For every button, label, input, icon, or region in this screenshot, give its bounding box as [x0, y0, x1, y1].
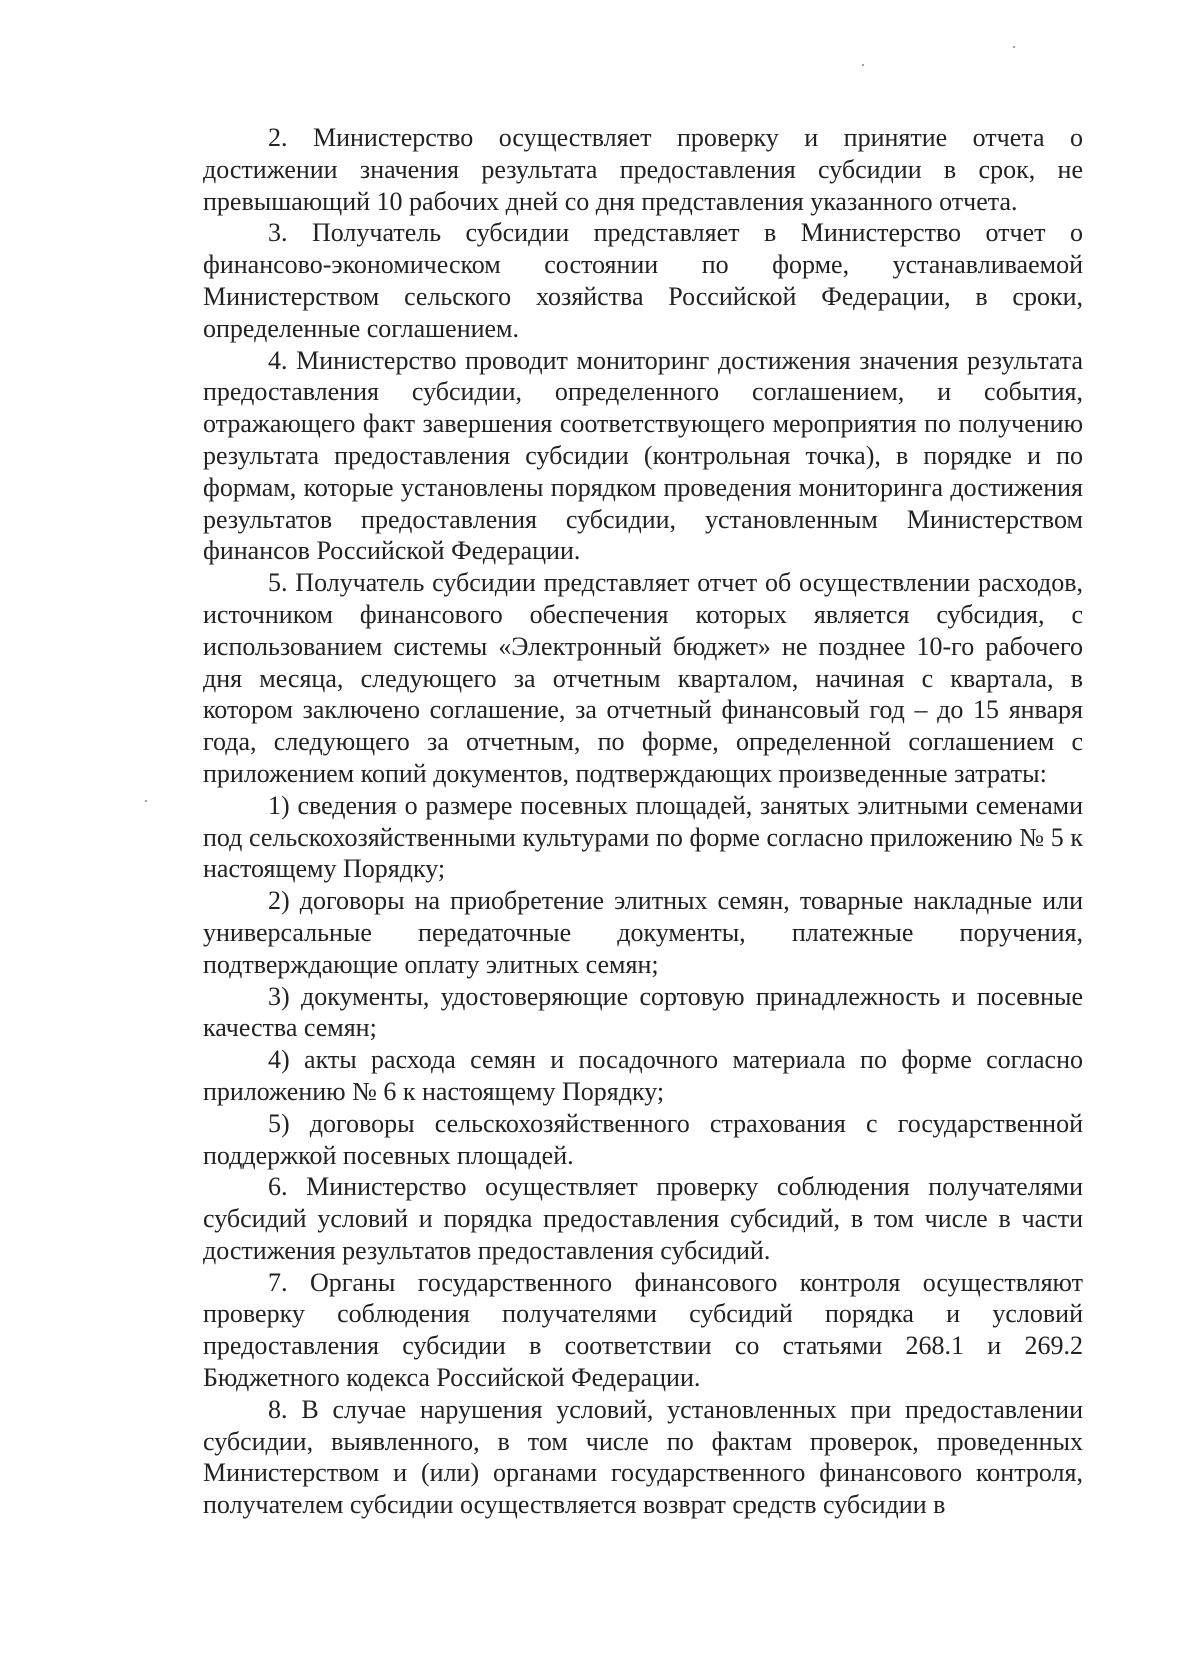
document-body	[203, 122, 1083, 1521]
paragraph-8: 8. В случае нарушения условий, установленных при предоставлении субсидии, выявленного, в том числе по фактам проверок, проведенных Министерством и (или) органами государственного финансового контроля, получателем субсидии осуществляется возврат средств субсидии в	[203, 1394, 1083, 1520]
list-item-3: 3) документы, удостоверяющие сортовую принадлежность и посевные качества семян;	[203, 981, 1083, 1043]
scan-speck	[145, 800, 147, 802]
paragraph-4: 4. Министерство проводит мониторинг достижения значения результата предоставления субсидии, определенного соглашением, и события, отражающего факт завершения соответствующего мероприятия по получению результата предоставления субсидии (контрольная точка), в порядке и по формам, которые установлены порядком проведения мониторинга достижения результатов предоставления субсидии, установленным Министерством финансов Российской Федерации.	[203, 345, 1083, 566]
list-item-4: 4) акты расхода семян и посадочного материала по форме согласно приложению № 6 к настоящему Порядку;	[203, 1045, 1083, 1106]
paragraph-6: 6. Министерство осуществляет проверку соблюдения получателями субсидий условий и порядка предоставления субсидий, в том числе в части достижения результатов предоставления субсидий.	[203, 1172, 1083, 1265]
paragraph-5: 5. Получатель субсидии представляет отчет об осуществлении расходов, источником финансового обеспечения которых является субсидия, с использованием системы «Электронный бюджет» не позднее 10-го рабочего дня месяца, следующего за отчетным кварталом, начиная с квартала, в котором заключено соглашение, за отчетный финансовый год – до 15 января года, следующего за отчетным, по форме, определенной соглашением с приложением копий документов, подтверждающих произведенные затраты:	[203, 568, 1083, 788]
list-item-2: 2) договоры на приобретение элитных семян, товарные накладные или универсальные передаточные документы, платежные поручения, подтверждающие оплату элитных семян;	[203, 886, 1083, 979]
scan-speck	[862, 64, 864, 66]
paragraph-2: 2. Министерство осуществляет проверку и принятие отчета о достижении значения результата предоставления субсидии в срок, не превышающий 10 рабочих дней со дня представления указанного отчета.	[203, 123, 1083, 216]
list-item-1: 1) сведения о размере посевных площадей, занятых элитными семенами под сельскохозяйственными культурами по форме согласно приложению № 5 к настоящему Порядку;	[203, 790, 1083, 884]
scan-speck	[1013, 46, 1015, 48]
paragraph-3: 3. Получатель субсидии представляет в Министерство отчет о финансово-экономическом состоянии по форме, устанавливаемой Министерством сельского хозяйства Российской Федерации, в сроки, определенные соглашением.	[203, 218, 1083, 343]
paragraph-7: 7. Органы государственного финансового контроля осуществляют проверку соблюдения получателями субсидий порядка и условий предоставления субсидии в соответствии со статьями 268.1 и 269.2 Бюджетного кодекса Российской Федерации.	[203, 1267, 1083, 1393]
list-item-5: 5) договоры сельскохозяйственного страхования с государственной поддержкой посевных площадей.	[203, 1108, 1083, 1170]
